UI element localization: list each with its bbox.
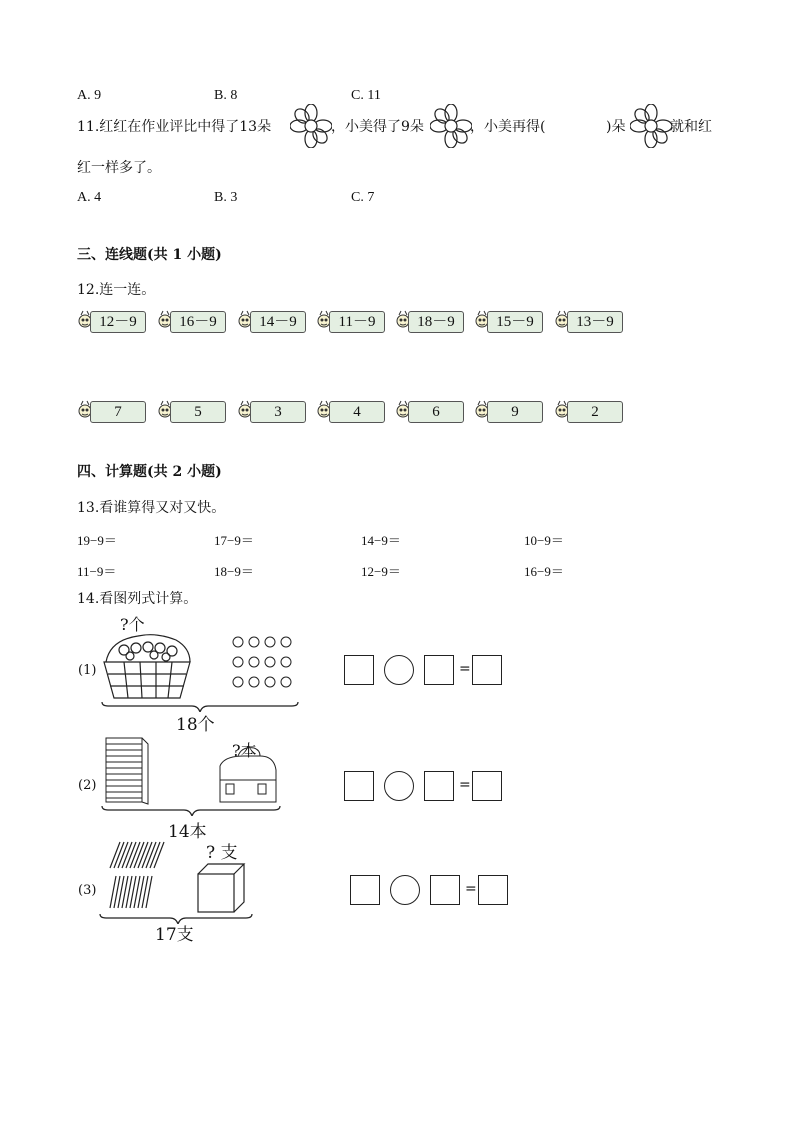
q12-answer-tag-label: 9 bbox=[487, 401, 543, 423]
operator-circle[interactable] bbox=[390, 875, 420, 905]
q14-label-2: (2) bbox=[78, 778, 97, 793]
q12-expression-tag-label: 16－9 bbox=[170, 311, 226, 333]
equals-sign: = bbox=[459, 661, 471, 677]
q14-question-1: ?个 bbox=[120, 615, 145, 634]
answer-box[interactable] bbox=[424, 771, 454, 801]
q13-prompt: 13.看谁算得又对又快。 bbox=[77, 500, 226, 516]
q11-text-5: 就和红 bbox=[670, 119, 712, 135]
q12-answer-tag-label: 3 bbox=[250, 401, 306, 423]
q10-option-c: C. 11 bbox=[351, 88, 381, 103]
q13-item: 14−9＝ bbox=[361, 533, 401, 548]
q14-question-3: ? 支 bbox=[206, 843, 238, 863]
q12-expression-tag-label: 18－9 bbox=[408, 311, 464, 333]
q12-answer-tag-label: 7 bbox=[90, 401, 146, 423]
operator-circle[interactable] bbox=[384, 771, 414, 801]
equals-sign: = bbox=[465, 881, 477, 897]
q12-answer-tag-label: 6 bbox=[408, 401, 464, 423]
q13-item: 18−9＝ bbox=[214, 564, 254, 579]
q11-text-3: ，小美再得( bbox=[470, 119, 546, 135]
answer-box[interactable] bbox=[472, 655, 502, 685]
q14-total-3: 17支 bbox=[155, 925, 194, 945]
answer-box[interactable] bbox=[472, 771, 502, 801]
q12-expression-tag-label: 14－9 bbox=[250, 311, 306, 333]
answer-box[interactable] bbox=[344, 771, 374, 801]
q12-answer-tag-label: 4 bbox=[329, 401, 385, 423]
answer-box[interactable] bbox=[478, 875, 508, 905]
q11-text-2: ，小美得了9朵 bbox=[331, 119, 424, 135]
q12-expression-tag-label: 11－9 bbox=[329, 311, 385, 333]
answer-box[interactable] bbox=[430, 875, 460, 905]
q12-answer-tag-label: 5 bbox=[170, 401, 226, 423]
q11-text-4: )朵 bbox=[606, 119, 626, 135]
section-3-title: 三、连线题(共 1 小题) bbox=[77, 247, 222, 263]
flower-icon bbox=[430, 104, 472, 148]
q10-option-a: A. 9 bbox=[77, 88, 102, 103]
answer-box[interactable] bbox=[344, 655, 374, 685]
flower-icon bbox=[630, 104, 672, 148]
q14-label-3: (3) bbox=[78, 883, 97, 898]
equals-sign: = bbox=[459, 777, 471, 793]
answer-box[interactable] bbox=[350, 875, 380, 905]
answer-box[interactable] bbox=[424, 655, 454, 685]
operator-circle[interactable] bbox=[384, 655, 414, 685]
q10-option-b: B. 8 bbox=[214, 88, 238, 103]
q12-expression-tag-label: 13－9 bbox=[567, 311, 623, 333]
q13-item: 19−9＝ bbox=[77, 533, 117, 548]
q12-expression-tag-label: 12－9 bbox=[90, 311, 146, 333]
q13-item: 10−9＝ bbox=[524, 533, 564, 548]
section-4-title: 四、计算题(共 2 小题) bbox=[77, 464, 222, 480]
q13-item: 16−9＝ bbox=[524, 564, 564, 579]
q14-label-1: (1) bbox=[78, 663, 97, 678]
books-and-schoolbag-illustration bbox=[98, 734, 284, 816]
q11-text-1: 11.红红在作业评比中得了13朵 bbox=[77, 119, 272, 135]
basket-and-radishes-illustration bbox=[98, 632, 300, 712]
pencils-and-box-illustration bbox=[98, 838, 256, 924]
q12-expression-tag-label: 15－9 bbox=[487, 311, 543, 333]
q14-total-1: 18个 bbox=[176, 715, 215, 735]
flower-icon bbox=[290, 104, 332, 148]
q11-option-b: B. 3 bbox=[214, 190, 238, 205]
q12-prompt: 12.连一连。 bbox=[77, 282, 156, 298]
q11-option-c: C. 7 bbox=[351, 190, 375, 205]
q11-option-a: A. 4 bbox=[77, 190, 102, 205]
q11-text-line2: 红一样多了。 bbox=[77, 160, 161, 176]
q14-prompt: 14.看图列式计算。 bbox=[77, 591, 198, 607]
q12-answer-tag-label: 2 bbox=[567, 401, 623, 423]
q13-item: 12−9＝ bbox=[361, 564, 401, 579]
q13-item: 11−9＝ bbox=[77, 564, 117, 579]
q14-total-2: 14本 bbox=[168, 822, 207, 842]
q13-item: 17−9＝ bbox=[214, 533, 254, 548]
q14-question-2: ?本 bbox=[232, 741, 257, 760]
